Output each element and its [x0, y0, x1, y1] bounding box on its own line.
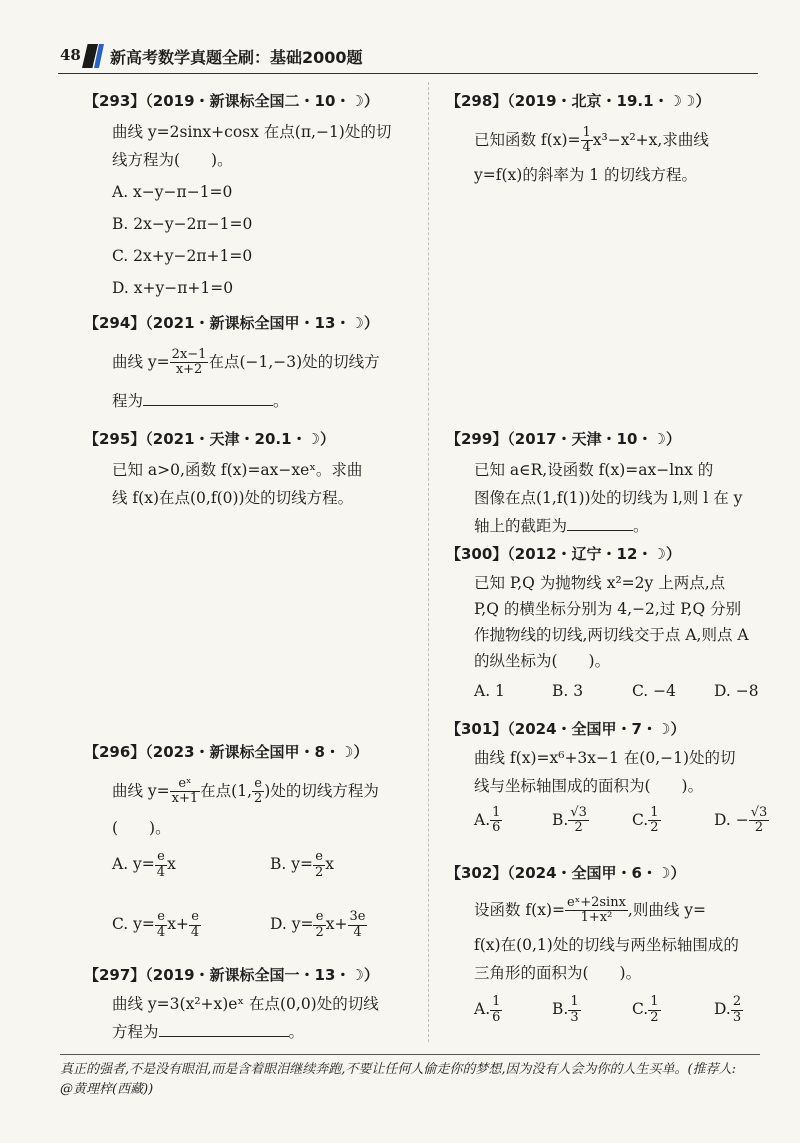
question-297: 【297】（2019・新课标全国一・13・☽） 曲线 y=3(x²+x)eˣ 在点(0,0)处的切线 方程为 。 [84, 966, 379, 1041]
option-d: D. $\frac{2}{3}$ [714, 994, 742, 1025]
question-header: 【301】（2024・全国甲・7・ [446, 720, 657, 738]
fraction: $\frac{\text{eˣ+2sinx}}{\text{1+x²}}$ [567, 894, 626, 925]
question-stem: 设函数 f(x)= $\frac{\text{eˣ+2sinx}}{\text{1+x²}}$ ,则曲线 y= [474, 894, 707, 925]
option-b: B. 2x−y−2π−1=0 [112, 214, 253, 233]
question-header: 【295】（2021・天津・20.1・ [84, 430, 307, 448]
option-c: C. −4 [632, 682, 677, 701]
option-d: D. x+y−π+1=0 [112, 279, 234, 298]
moon-icon: ☽ [306, 430, 321, 448]
question-298: 【298】（2019・北京・19.1・☽☽） 已知函数 f(x)= $\frac{1}{4}$ x³−x²+x,求曲线 y=f(x)的斜率为 1 的切线方程。 [446, 92, 711, 185]
fraction: $\frac{e}{2}$ [254, 775, 263, 806]
question-stem: 曲线 y= $\frac{2x-1}{x+2}$ 在点(−1,−3)处的切线方 [112, 346, 380, 377]
moon-icon: ☽ [652, 545, 666, 563]
question-stem: 三角形的面积为( )。 [474, 964, 642, 983]
moon-icon: ☽ [340, 743, 354, 761]
question-293: 【293】（2019・新课标全国二・10・☽） 曲线 y=2sinx+cosx 在点(π,−1)处的切 线方程为( )。 A. x−y−π−1=0 B. 2x−y−2π−1=0 C. 2x+y−2π+1=0 D. x+y−π+1=0 [84, 92, 392, 298]
option-a: A. $\frac{1}{6}$ [474, 804, 501, 836]
fraction: $\frac{\text{eˣ}}{x+1}$ [171, 775, 199, 806]
question-stem: P,Q 的横坐标分别为 4,−2,过 P,Q 分别 [474, 599, 742, 618]
answer-blank[interactable] [567, 516, 633, 531]
question-header: 【298】（2019・北京・19.1・ [446, 92, 669, 110]
option-a: A. y= $\frac{e}{4}$ x [112, 849, 176, 880]
question-296: 【296】（2023・新课标全国甲・8・☽） 曲线 y= $\frac{\text{eˣ}}{x+1}$ 在点(1, $\frac{e}{2}$ )处的切线方程为 ( )。 A. y= $\frac{e}{4}$ x B. y= $\frac{e}{2}$ x C. y= $\frac{e}{4}$ x+ $\frac{e}{4}$ D. y= $\frac{e}{2}$ x+ $\frac{3e}{4}$ [84, 743, 379, 958]
question-stem: 图像在点(1,f(1))处的切线为 l,则 l 在 y [474, 488, 743, 507]
question-stem: 已知函数 f(x)= $\frac{1}{4}$ x³−x²+x,求曲线 [474, 124, 709, 155]
footer-quote [60, 1060, 760, 1100]
moon-icon: ☽ [350, 966, 364, 984]
option-c: C. y= $\frac{e}{4}$ x+ $\frac{e}{4}$ [112, 909, 200, 940]
footer-rule [60, 1054, 760, 1055]
page-header [60, 44, 760, 70]
option-b: B. 3 [552, 682, 584, 701]
moon-icon: ☽ [657, 864, 671, 882]
option-c: C. 2x+y−2π+1=0 [112, 247, 253, 266]
option-d: D. −8 [714, 682, 759, 701]
footer-line: 真正的强者,不是没有眼泪,而是含着眼泪继续奔跑,不要让任何人偷走你的梦想,因为没有人会为你的人生买单。(推荐人: [60, 1062, 736, 1077]
option-d: D. − $\frac{√3}{2}$ [714, 804, 768, 836]
question-stem: 曲线 f(x)=x⁶+3x−1 在(0,−1)处的切 [474, 748, 736, 767]
question-301: 【301】（2024・全国甲・7・☽） 曲线 f(x)=x⁶+3x−1 在(0,−1)处的切 线与坐标轴围成的面积为( )。 A. $\frac{1}{6}$ B. $\frac{√3}{2}$ C. $\frac{1}{2}$ D. − $\frac{√3}{2}$ [446, 720, 736, 848]
option-row [474, 994, 742, 1037]
fraction: $\frac{1}{4}$ [582, 124, 591, 155]
question-300: 【300】（2012・辽宁・12・☽） 已知 P,Q 为抛物线 x²=2y 上两点,点 P,Q 的横坐标分别为 4,−2,过 P,Q 分别 作抛物线的切线,两切线交于点 A,则点 A 的纵坐标为( )。 A. 1 B. 3 C. −4 D. −8 [446, 545, 759, 701]
question-header: 【300】（2012・辽宁・12・ [446, 545, 653, 563]
question-stem: 已知 P,Q 为抛物线 x²=2y 上两点,点 [474, 573, 726, 592]
question-stem: 线方程为( )。 [112, 150, 233, 169]
option-c: C. $\frac{1}{2}$ [632, 994, 659, 1025]
moon-icon: ☽ [350, 92, 364, 110]
footer-line: @黄理梓(西藏)) [60, 1082, 154, 1098]
question-299: 【299】（2017・天津・10・☽） 已知 a∈R,设函数 f(x)=ax−lnx 的 图像在点(1,f(1))处的切线为 l,则 l 在 y 轴上的截距为 。 [446, 430, 743, 535]
question-302: 【302】（2024・全国甲・6・☽） 设函数 f(x)= $\frac{\text{eˣ+2sinx}}{\text{1+x²}}$ ,则曲线 y= f(x)在(0,1)处的切线与两坐标轴围成的 三角形的面积为( )。 A. $\frac{1}{6}$ B. $\frac{1}{3}$ C. $\frac{1}{2}$ D. $\frac{2}{3}$ [446, 864, 739, 1037]
question-stem: 方程为 [112, 1022, 159, 1041]
question-stem: y=f(x)的斜率为 1 的切线方程。 [474, 166, 698, 185]
question-stem: 线 f(x)在点(0,f(0))处的切线方程。 [112, 488, 354, 507]
question-stem: 已知 a∈R,设函数 f(x)=ax−lnx 的 [474, 460, 714, 479]
option-b: B. y= $\frac{e}{2}$ x [270, 849, 335, 880]
question-294: 【294】（2021・新课标全国甲・13・☽） 曲线 y= $\frac{2x-1}{x+2}$ 在点(−1,−3)处的切线方 程为 。 [84, 314, 380, 411]
option-d: D. y= $\frac{e}{2}$ x+ $\frac{3e}{4}$ [270, 909, 366, 940]
answer-blank[interactable] [159, 1022, 289, 1037]
question-stem: 线与坐标轴围成的面积为( )。 [474, 776, 704, 795]
question-stem: f(x)在(0,1)处的切线与两坐标轴围成的 [474, 936, 739, 955]
question-stem: ( )。 [112, 819, 171, 838]
question-stem: 程为 [112, 392, 144, 411]
question-stem: 曲线 y=3(x²+x)eˣ 在点(0,0)处的切线 [112, 994, 379, 1013]
option-b: B. $\frac{1}{3}$ [552, 994, 579, 1025]
question-stem: 轴上的截距为 [474, 516, 568, 535]
question-header: 【299】（2017・天津・10・ [446, 430, 653, 448]
moon-icon: ☽☽ [668, 92, 696, 110]
option-a: A. 1 [474, 682, 505, 701]
page-number: 48 [60, 46, 81, 64]
question-stem: 曲线 y=2sinx+cosx 在点(π,−1)处的切 [112, 122, 392, 141]
header-rule [58, 73, 758, 74]
question-stem: 作抛物线的切线,两切线交于点 A,则点 A [474, 625, 749, 644]
option-a: A. $\frac{1}{6}$ [474, 994, 501, 1025]
question-stem: 已知 a>0,函数 f(x)=ax−xeˣ。求曲 [112, 460, 363, 479]
option-row [474, 681, 759, 701]
book-title: 新高考数学真题全刷：基础2000题 [110, 48, 363, 67]
moon-icon: ☽ [350, 314, 364, 332]
answer-blank[interactable] [143, 391, 273, 406]
moon-icon: ☽ [657, 720, 671, 738]
column-divider [428, 82, 429, 1042]
option-grid [112, 850, 379, 958]
question-stem: 曲线 y= $\frac{\text{eˣ}}{x+1}$ 在点(1, $\frac{e}{2}$ )处的切线方程为 [112, 775, 379, 806]
option-c: C. $\frac{1}{2}$ [632, 804, 659, 836]
question-header: 【297】（2019・新课标全国一・13・ [84, 966, 351, 984]
question-header: 【294】（2021・新课标全国甲・13・ [84, 314, 351, 332]
question-295: 【295】（2021・天津・20.1・☽） 已知 a>0,函数 f(x)=ax−xeˣ。求曲 线 f(x)在点(0,f(0))处的切线方程。 [84, 430, 363, 507]
question-header: 【302】（2024・全国甲・6・ [446, 864, 657, 882]
moon-icon: ☽ [652, 430, 666, 448]
question-header: 【296】（2023・新课标全国甲・8・ [84, 743, 340, 761]
option-b: B. $\frac{√3}{2}$ [552, 804, 587, 836]
question-stem: 的纵坐标为( )。 [474, 651, 611, 670]
question-header: 【293】（2019・新课标全国二・10・ [84, 92, 351, 110]
fraction: $\frac{2x-1}{x+2}$ [171, 346, 207, 377]
option-a: A. x−y−π−1=0 [112, 182, 233, 201]
option-row [474, 804, 768, 848]
